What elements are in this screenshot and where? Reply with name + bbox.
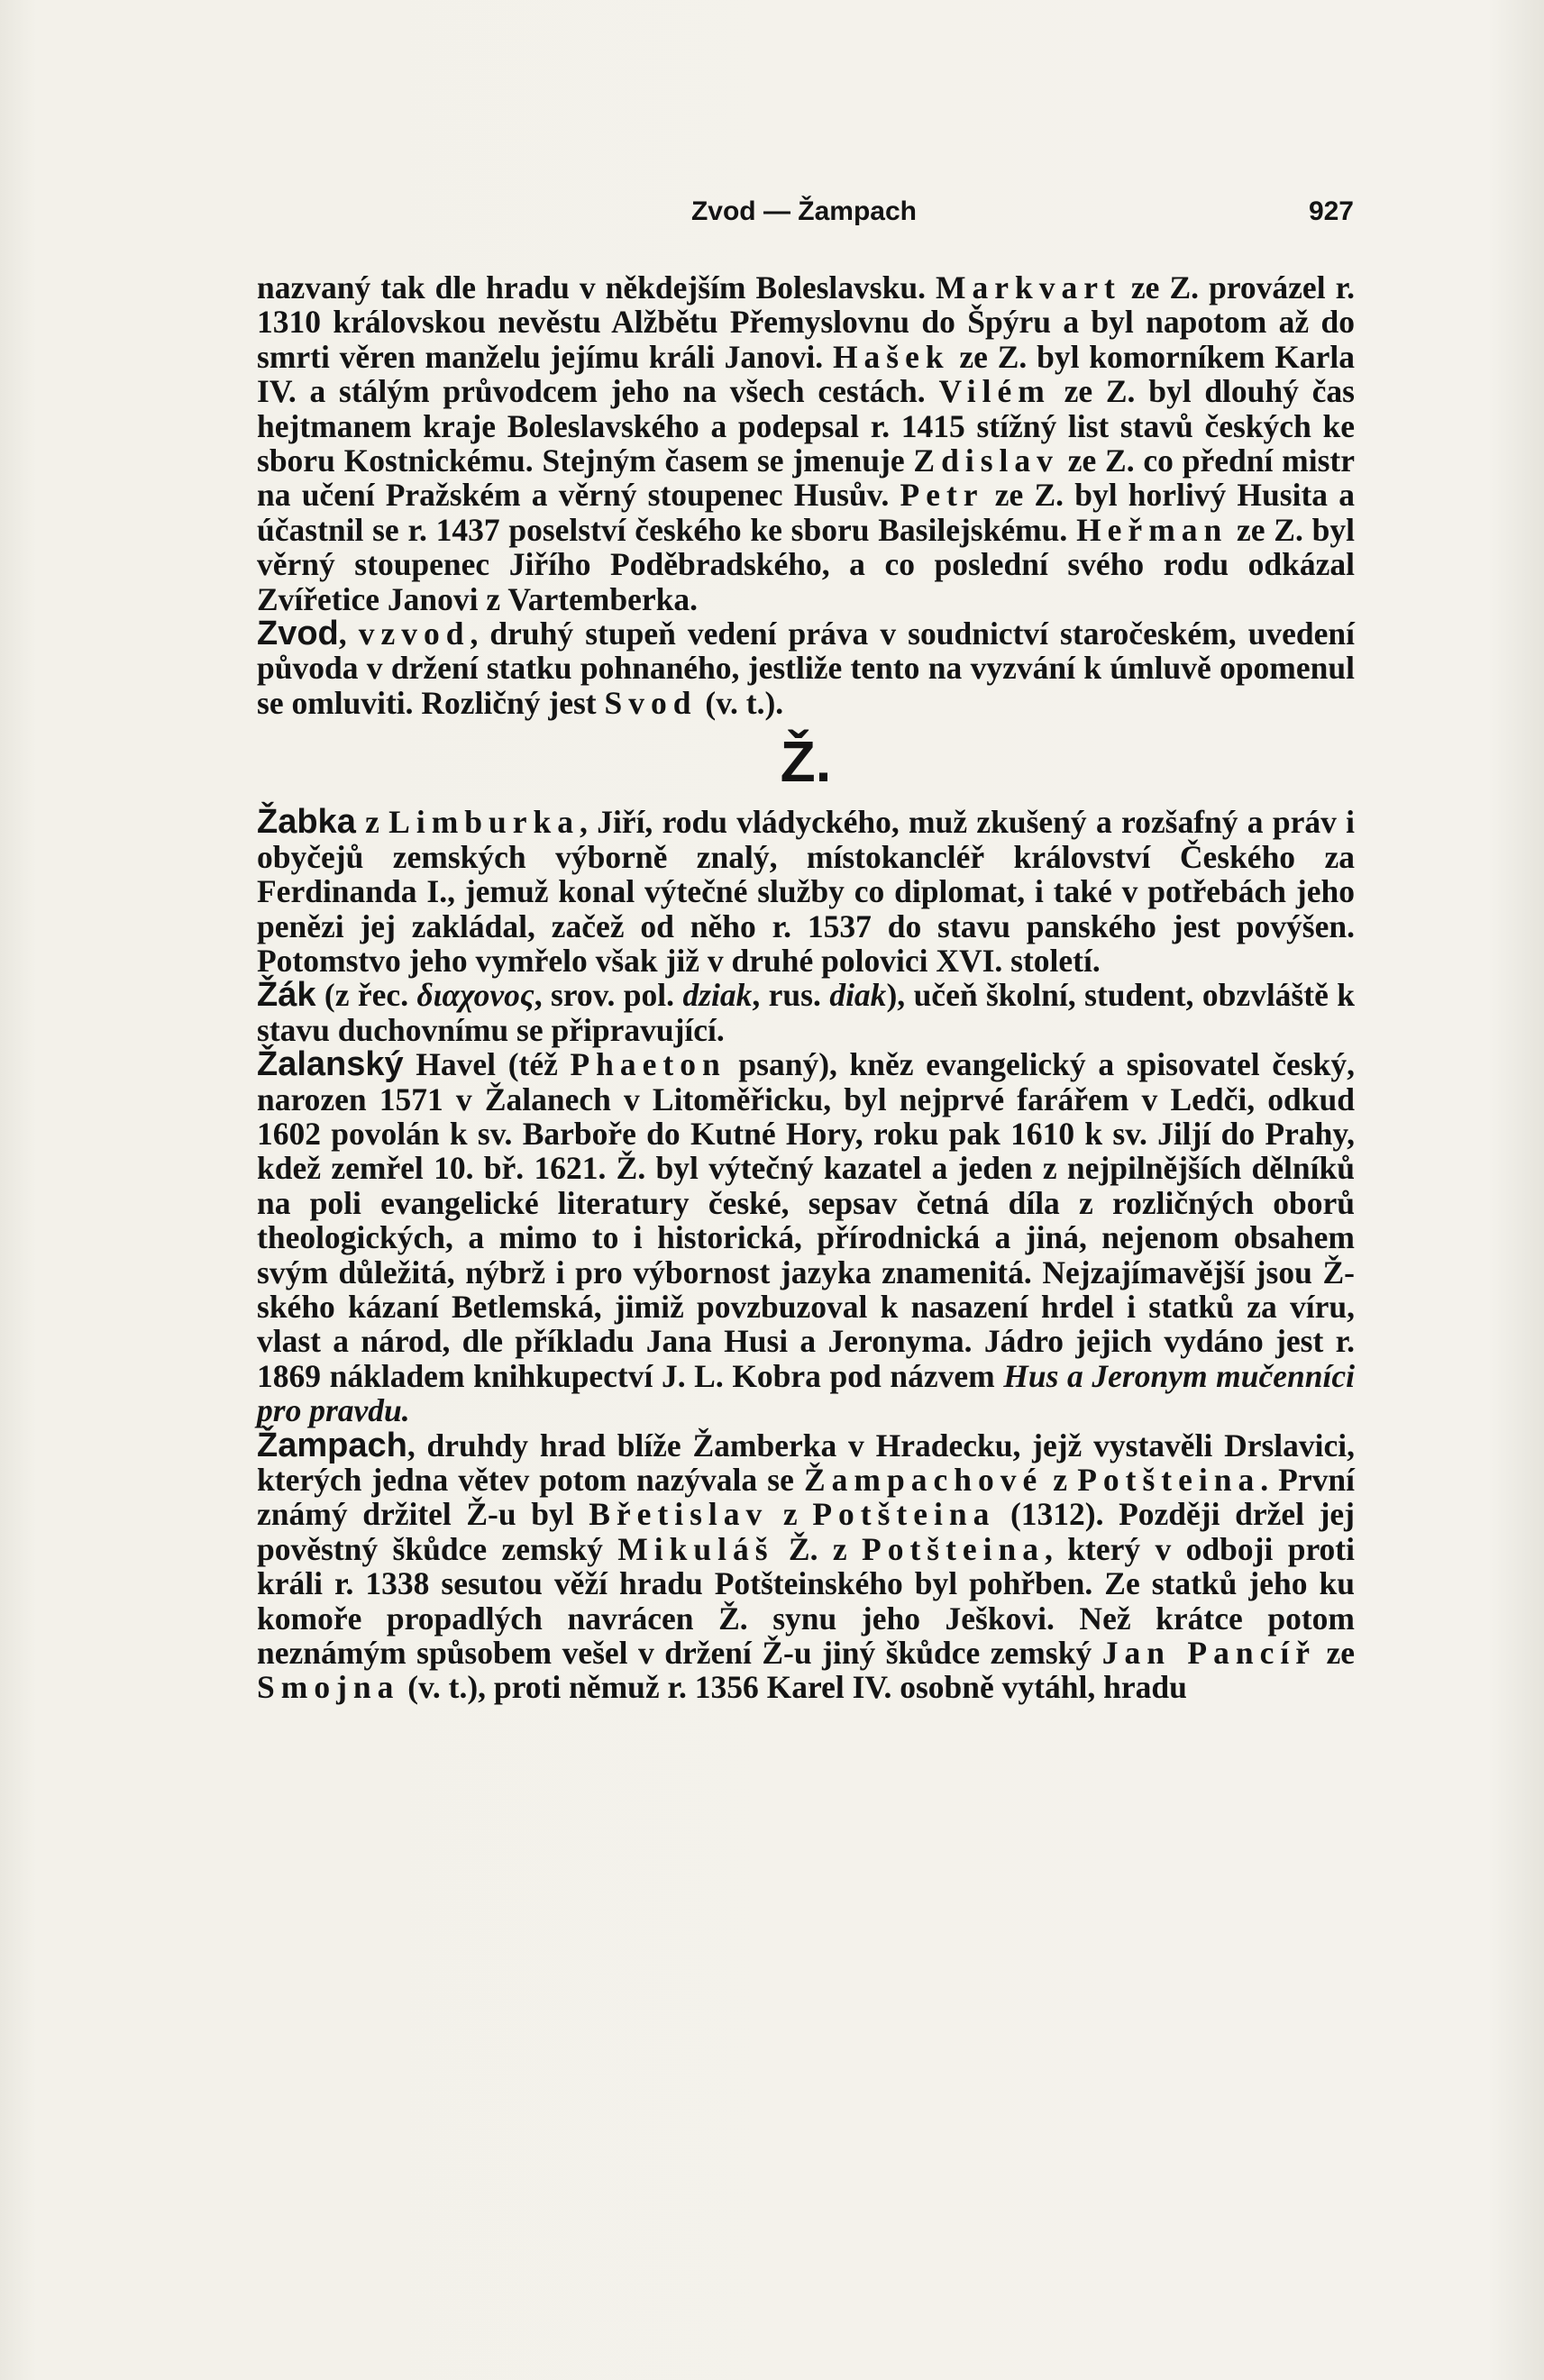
entry-zdislav-continuation <box>257 270 1355 616</box>
spaced-name: Vilém <box>938 373 1051 410</box>
spaced-name: Potšteina <box>812 1496 996 1533</box>
text-run: z <box>1043 1462 1078 1498</box>
text-run: , druhý stupeň vedení práva v soudnictví staročeském, uvedení původa v držení statku pohnaného, jestliže tento na vyzvání k úmluvě opomenul se omluviti. Rozličný jest <box>257 616 1355 721</box>
italic-word: διαχονος <box>416 977 534 1014</box>
spaced-name: Potšteina <box>862 1530 1046 1567</box>
text-run: z <box>768 1496 813 1533</box>
text-run: , druhdy hrad blíže Žamberka v Hradecku, jejž vystavěli Drslavici, kterých jedna větev potom nazývala se <box>257 1427 1355 1498</box>
spaced-name: Phaeton <box>570 1046 726 1083</box>
text-run: (z řec. <box>315 977 417 1014</box>
spaced-name: Potšteina <box>1077 1462 1261 1498</box>
spaced-name: Mikuláš <box>617 1530 774 1567</box>
text-run: ze Z. byl věrný stoupenec Jiřího Poděbradského, a co poslední svého rodu odkázal Zvířetice Janovi z Vartemberka. <box>257 511 1355 617</box>
text-run: ze Z. byl horlivý Husita a účastnil se r. 1437 poselství českého ke sboru Basilejskému. <box>257 477 1355 548</box>
spaced-name: Markvart <box>936 269 1121 305</box>
text-run: (v. t.), proti němuž r. 1356 Karel IV. osobně vytáhl, hradu <box>399 1669 1187 1706</box>
text-run: psaný), kněz evangelický a spisovatel český, narozen 1571 v Žalanech v Litoměřicku, byl nejprvé farářem v Ledči, odkud 1602 povolán k sv. Barboře do Kutné Hory, roku pak 1610 k sv. Jiljí do Prahy, kdež zemřel 10. bř. 1621. Ž. byl výtečný kazatel a jeden z nejpilnějších dělníků na poli evangelické literatury české, sepsav četná díla z rozličných oborů theologických, a mimo to i historická, přírodnická a jiná, nejenom obsahem svým důležitá, nýbrž i pro výbornost jazyka znamenitá. Nejzajímavější jsou Ž-ského kázaní Betlemská, jimiž povzbuzoval k nasazení hrdel i statků za víru, vlast a národ, dle příkladu Jana Husi a Jeronyma. Jádro jejich vydáno jest r. 1869 nákladem knihkupectví J. L. Kobra pod názvem <box>257 1046 1356 1394</box>
spaced-name: Břetislav <box>589 1496 769 1533</box>
spaced-name: Svod <box>604 684 698 721</box>
text-run: , rus. <box>752 977 830 1014</box>
spaced-name: Heřman <box>1076 511 1229 548</box>
text-run: ze Z. provázel r. 1310 královskou nevěstu Alžbětu Přemyslovnu do Špýru a byl napotom až do smrti věren manželu jejímu králi Janovi. <box>257 269 1355 375</box>
spaced-name: Žampachové <box>803 1462 1044 1498</box>
text-run: Havel (též <box>403 1046 571 1083</box>
text-run: ze <box>1315 1635 1355 1672</box>
entry-zak <box>257 978 1355 1047</box>
text-run: ze Z. byl dlouhý čas hejtmanem kraje Boleslavského a podepsal r. 1415 stížný list stavů českých ke sboru Kostnickému. Stejným časem se jmenuje <box>257 373 1356 479</box>
text-run: , <box>338 616 359 652</box>
spaced-name: Petr <box>900 477 984 514</box>
entry-headword: Žabka <box>257 803 356 842</box>
text-run: Ž. z <box>773 1530 863 1567</box>
text-run: , Jiří, rodu vládyckého, muž zkušený a rozšafný a práv i obyčejů zemských výborně znalý, místokancléř království Českého za Ferdinanda I., jemuž konal výtečné služby co diplomat, i také v potřebách jeho penězi jej zakládal, začež od něho r. 1537 do stavu panského jest povýšen. Potomstvo jeho vymřelo však již v druhé polovici XVI. století. <box>257 804 1355 979</box>
text-run: ), učeň školní, student, obzvláště k stavu duchovnímu se připravující. <box>257 977 1356 1048</box>
entry-headword: Žampach <box>257 1426 407 1464</box>
running-header <box>254 189 1354 234</box>
spaced-name: Smojna <box>257 1669 400 1706</box>
section-letter: Ž. <box>780 729 832 795</box>
entry-headword: Žák <box>257 976 316 1015</box>
text-run: ze Z. co přední mistr na učení Pražském a věrný stoupenec Husův. <box>257 442 1355 514</box>
entry-zvod <box>257 616 1355 720</box>
italic-word: diak <box>829 977 887 1014</box>
entry-headword: Zvod <box>257 615 339 653</box>
text-run: , který v odboji proti králi r. 1338 sesutou věží hradu Potšteinského byl pohřben. Ze statků jeho ku komoře propadlých navrácen Ž. synu jeho Ješkovi. Než krátce potom neznámým spůsobem vešel v držení Ž-u jiný škůdce zemský <box>257 1530 1355 1672</box>
entry-zalansky <box>257 1047 1355 1427</box>
entry-headword: Žalanský <box>257 1045 404 1084</box>
text-run: . První známý držitel Ž-u byl <box>257 1462 1355 1533</box>
text-run: (1312). Později držel jej pověstný škůdce zemský <box>257 1496 1355 1567</box>
entry-zampach <box>257 1428 1355 1705</box>
spaced-name: Jan Pancíř <box>1101 1635 1316 1672</box>
italic-title: Hus a Jeronym mučenníci pro pravdu. <box>257 1357 1355 1429</box>
header-title: Zvod — Žampach <box>690 196 918 226</box>
page-number: 927 <box>1308 196 1354 226</box>
text-run: nazvaný tak dle hradu v někdejším Boleslavsku. <box>257 269 936 305</box>
spaced-name: Hašek <box>832 338 950 375</box>
body-text <box>257 270 1355 1705</box>
text-run: , srov. pol. <box>534 977 683 1014</box>
spaced-name: Limburka <box>388 804 580 841</box>
text-run: (v. t.). <box>697 684 784 721</box>
entry-zabka <box>257 805 1355 978</box>
spaced-name: vzvod <box>358 616 471 652</box>
text-run: z <box>355 804 389 841</box>
text-run: ze Z. byl komorníkem Karla IV. a stálým průvodcem jeho na všech cestách. <box>257 338 1356 410</box>
italic-word: dziak <box>682 977 753 1014</box>
spaced-name: Zdislav <box>913 442 1059 479</box>
